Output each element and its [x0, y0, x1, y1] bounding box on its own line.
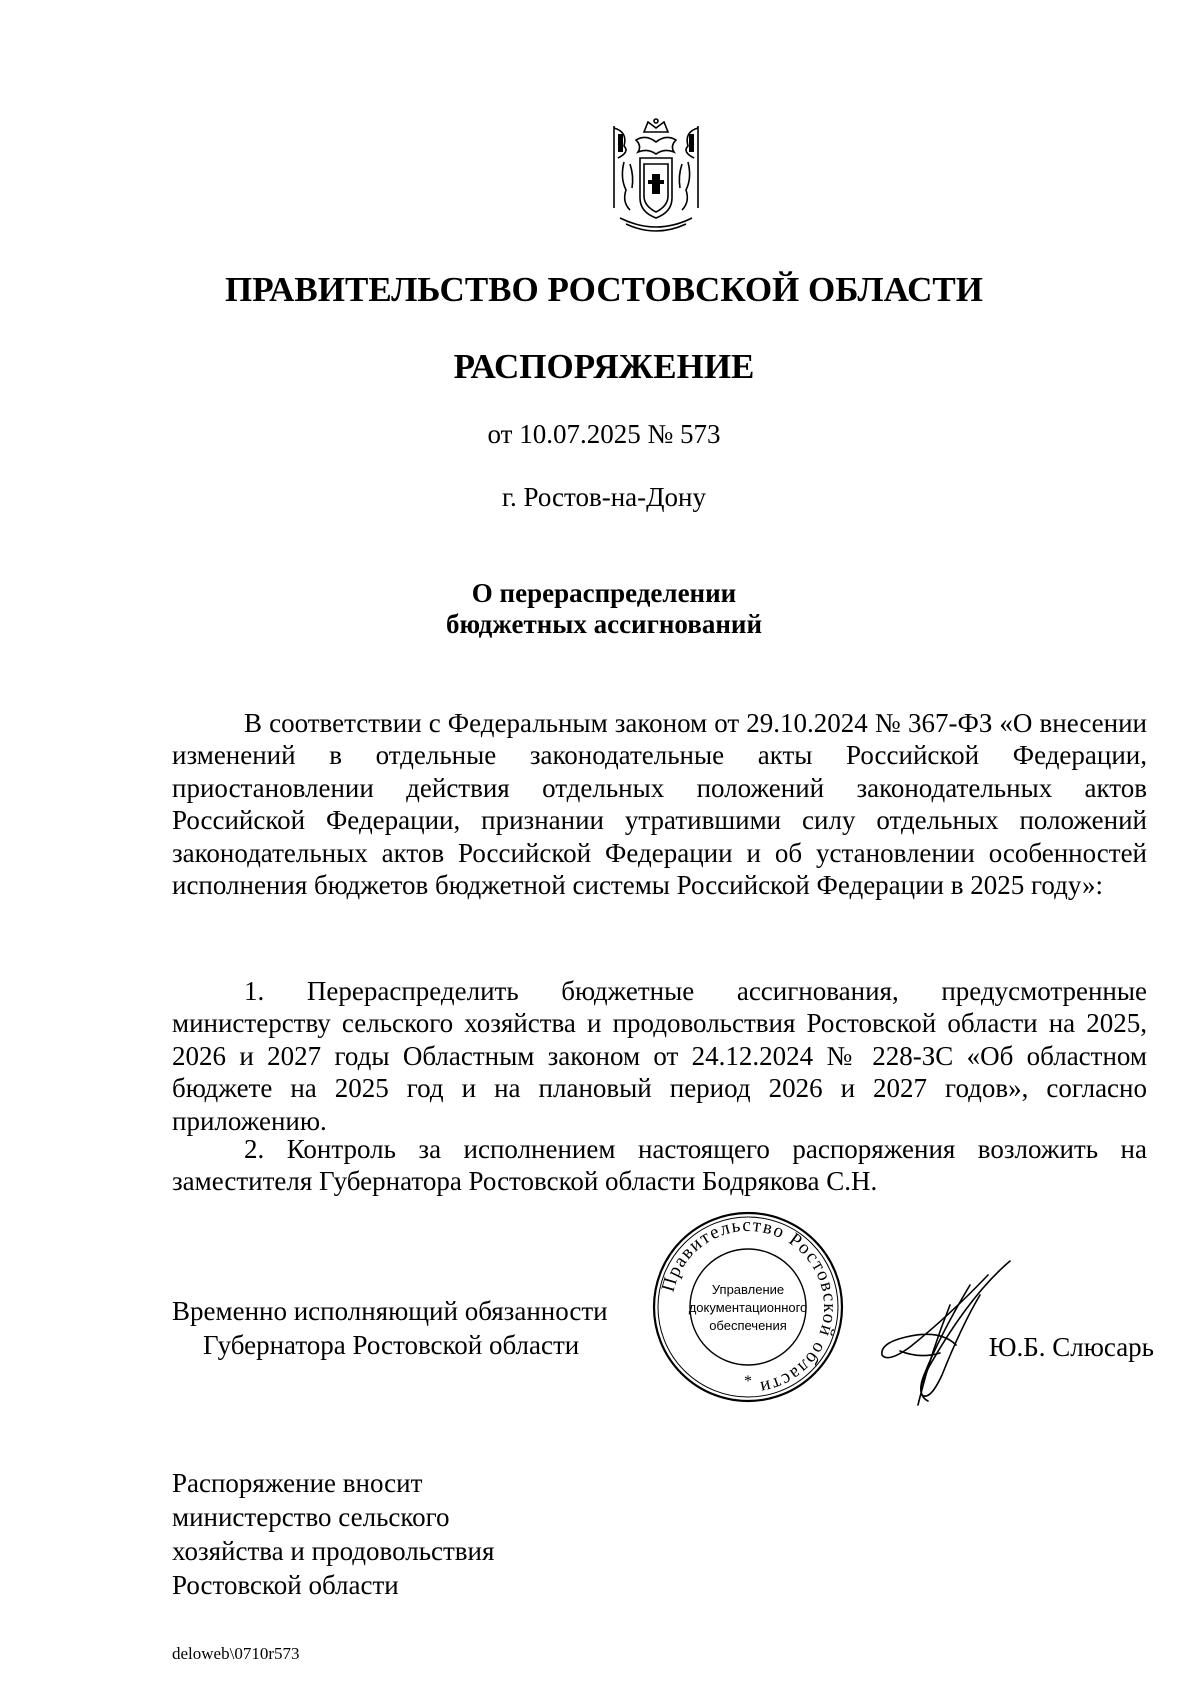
signer-position-line-2: Губернатора Ростовской области	[203, 1330, 580, 1360]
submitter-block	[172, 1466, 494, 1602]
document-city: г. Ростов-на-Дону	[501, 482, 706, 512]
subject-line-2: бюджетных ассигнований	[445, 609, 763, 639]
subject-line-1: О перераспределении	[471, 578, 737, 608]
item-2-paragraph: 2. Контроль за исполнением настоящего распоряжения возложить на заместителя Губернатора Ростовской области Бодрякова С.Н.	[172, 1134, 1147, 1197]
document-subject	[0, 578, 1200, 640]
item-1-paragraph: 1. Перераспределить бюджетные ассигнования, предусмотренные министерству сельского хозяйства и продовольствия Ростовской области на 2025, 2026 и 2027 годы Областным законом от 24.12.2024 № 228-ЗС «Об областном бюджете на 2025 год и на плановый период 2026 и 2027 годов», согласно приложению.	[172, 976, 1147, 1136]
signer-position	[172, 1294, 608, 1362]
signer-position-line-1: Временно исполняющий обязанности	[172, 1296, 608, 1326]
submitter-line-1: Распоряжение вносит	[172, 1468, 423, 1498]
svg-text:Управление: Управление	[711, 1282, 785, 1297]
preamble-paragraph: В соответствии с Федеральным законом от 29.10.2024 № 367-ФЗ «О внесении изменений в отдельные законодательные акты Российской Федерации, приостановлении действия отдельных положений законодательных актов Российской Федерации, признании утратившими силу отдельных положений законодательных актов Российской Федерации и об установлении особенностей исполнения бюджетов бюджетной системы Российской Федерации в 2025 году»:	[172, 708, 1147, 901]
document-type-title: РАСПОРЯЖЕНИЕ	[453, 347, 755, 386]
coat-of-arms-emblem	[600, 118, 712, 238]
official-seal-stamp	[651, 1210, 845, 1404]
svg-text:*: *	[744, 1373, 752, 1390]
svg-text:Правительство Ростовской облас: Правительство Ростовской области	[657, 1214, 841, 1399]
submitter-line-2: министерство сельского	[172, 1502, 450, 1532]
svg-text:документационного: документационного	[688, 1300, 808, 1315]
svg-text:обеспечения: обеспечения	[709, 1318, 787, 1333]
submitter-line-3: хозяйства и продовольствия	[172, 1536, 495, 1566]
signer-name: Ю.Б. Слюсарь	[988, 1332, 1154, 1362]
organization-title: ПРАВИТЕЛЬСТВО РОСТОВСКОЙ ОБЛАСТИ	[225, 270, 983, 309]
file-reference: deloweb\0710r573	[172, 1644, 300, 1663]
document-number-date: от 10.07.2025 № 573	[487, 419, 721, 449]
submitter-line-4: Ростовской области	[172, 1570, 399, 1600]
